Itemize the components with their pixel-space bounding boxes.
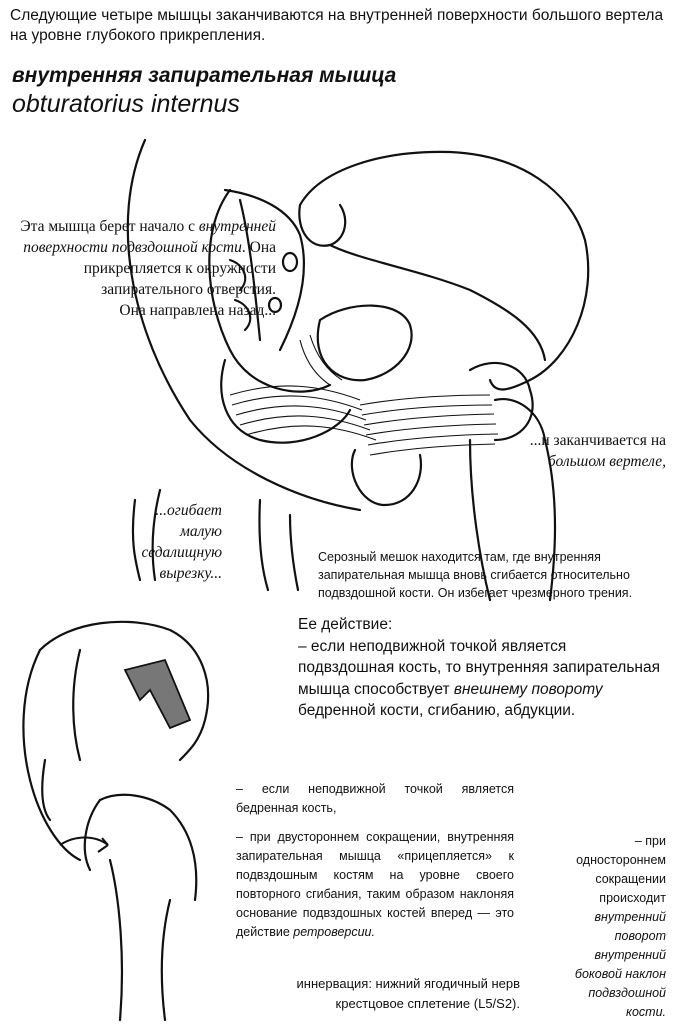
insertion-note xyxy=(490,430,666,472)
intro-text: Следующие четыре мышцы заканчиваются на внутренней поверхности большого вертела на уровне глубокого прикрепления. xyxy=(10,7,664,44)
innervation-note xyxy=(240,974,520,1014)
fixed-femur-note: – если неподвижной точкой является бедренная кость, xyxy=(236,782,514,815)
action-emphasis: внешнему повороту xyxy=(453,680,603,698)
action-heading: Ее действие: xyxy=(298,616,393,633)
action-line-2: подвздошная кость, то внутренняя запирательная мышца способствует xyxy=(298,659,660,698)
innervation-line-2: крестцовое сплетение (L5/S2). xyxy=(335,996,520,1011)
origin-text-2: внутренней поверхности подвздошной кости xyxy=(23,218,276,256)
notch-note: ...огибает малую седалищную вырезку... xyxy=(141,502,222,582)
origin-text-4: Она направлена назад... xyxy=(119,302,276,319)
origin-text-3: . Она прикрепляется к окружности запирательного отверстия. xyxy=(83,239,276,298)
origin-note xyxy=(14,216,276,321)
action-section xyxy=(298,614,670,722)
unilateral-note xyxy=(548,832,666,1022)
rotation-arrow-icon xyxy=(125,660,190,728)
insertion-text-1: ...и заканчивается на xyxy=(529,432,666,449)
muscle-title-russian: внутренняя запирательная мышца xyxy=(12,64,397,87)
action-line-3: бедренной кости, сгибанию, абдукции. xyxy=(298,702,576,719)
unilateral-emphasis: внутренний поворот внутренний боковой наклон подвздошной кости. xyxy=(574,910,666,1019)
unilateral-text: – при одностороннем сокращении происходит xyxy=(576,834,666,905)
bilateral-emphasis: ретроверсии. xyxy=(293,925,375,939)
bursa-note: Серозный мешок находится там, где внутренняя запирательная мышца вновь сгибается относительно подвздошной кости. Он избегает чрезмерного трения. xyxy=(318,550,633,600)
insertion-text-2: большом вертеле, xyxy=(547,453,666,470)
origin-text-1: Эта мышца берет начало с xyxy=(20,218,199,235)
bilateral-note xyxy=(236,828,514,942)
bilateral-text: – при двустороннем сокращении, внутренняя запирательная мышца «прицепляется» к подвздошным костям на уровне своего повторного сгибания, таким образом наклоняя основание подвздошных костей вперед — это действие xyxy=(236,830,514,939)
action-line-1: – если неподвижной точкой является xyxy=(298,637,567,655)
innervation-line-1: иннервация: нижний ягодичный нерв xyxy=(296,976,520,991)
muscle-title-latin: obturatorius internus xyxy=(12,90,240,118)
